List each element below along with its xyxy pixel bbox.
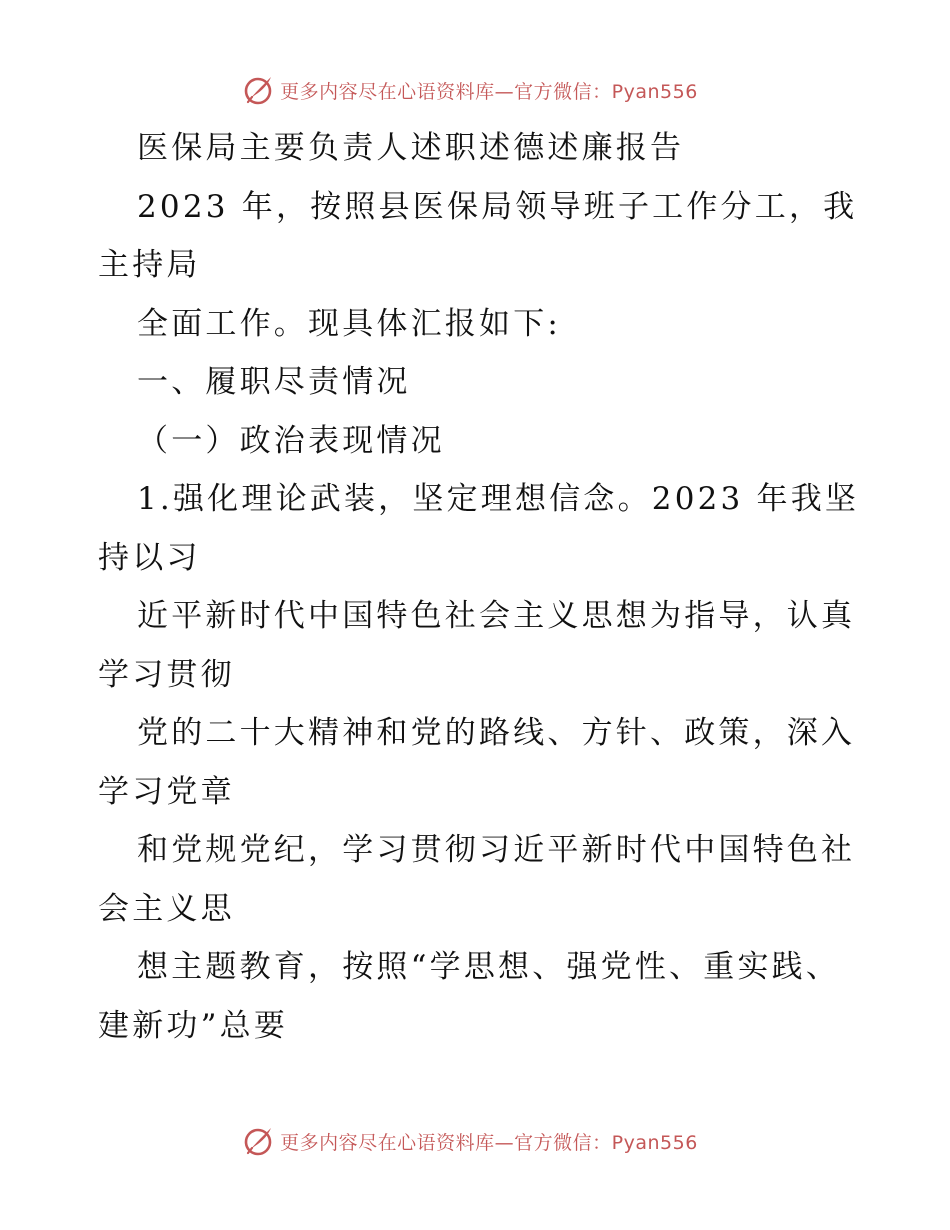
quill-seal-icon [242,1125,274,1157]
document-line: 1.强化理论武装，坚定理想信念。2023 年我坚 [137,481,860,517]
document-line: 近平新时代中国特色社会主义思想为指导，认真 [137,598,856,634]
document-line: 学习党章 [98,773,235,810]
document-line: 全面工作。现具体汇报如下: [137,305,562,342]
document-line: 和党规党纪，学习贯彻习近平新时代中国特色社 [137,832,856,868]
document-line: 2023 年，按照县医保局领导班子工作分工，我 [137,188,858,225]
footer-watermark [0,1124,950,1158]
document-line: 学习贯彻 [98,656,235,693]
document-body [98,119,858,1055]
quill-seal-icon [242,74,274,106]
watermark-text: 更多内容尽在心语资料库—官方微信：Pyan556 [280,80,698,103]
watermark-text: 更多内容尽在心语资料库—官方微信：Pyan556 [280,1131,698,1154]
document-line: 一、履职尽责情况 [137,364,411,400]
document-line: 会主义思 [98,890,235,927]
document-line: 医保局主要负责人述职述德述廉报告 [137,130,685,166]
document-line: 想主题教育，按照“学思想、强党性、重实践、 [137,949,841,985]
document-line: 持以习 [98,539,201,576]
document-line: （一）政治表现情况 [137,422,445,459]
document-line: 主持局 [98,247,201,283]
document-line: 党的二十大精神和党的路线、方针、政策，深入 [137,715,856,751]
document-line: 建新功”总要 [98,1007,289,1044]
header-watermark [0,73,950,107]
